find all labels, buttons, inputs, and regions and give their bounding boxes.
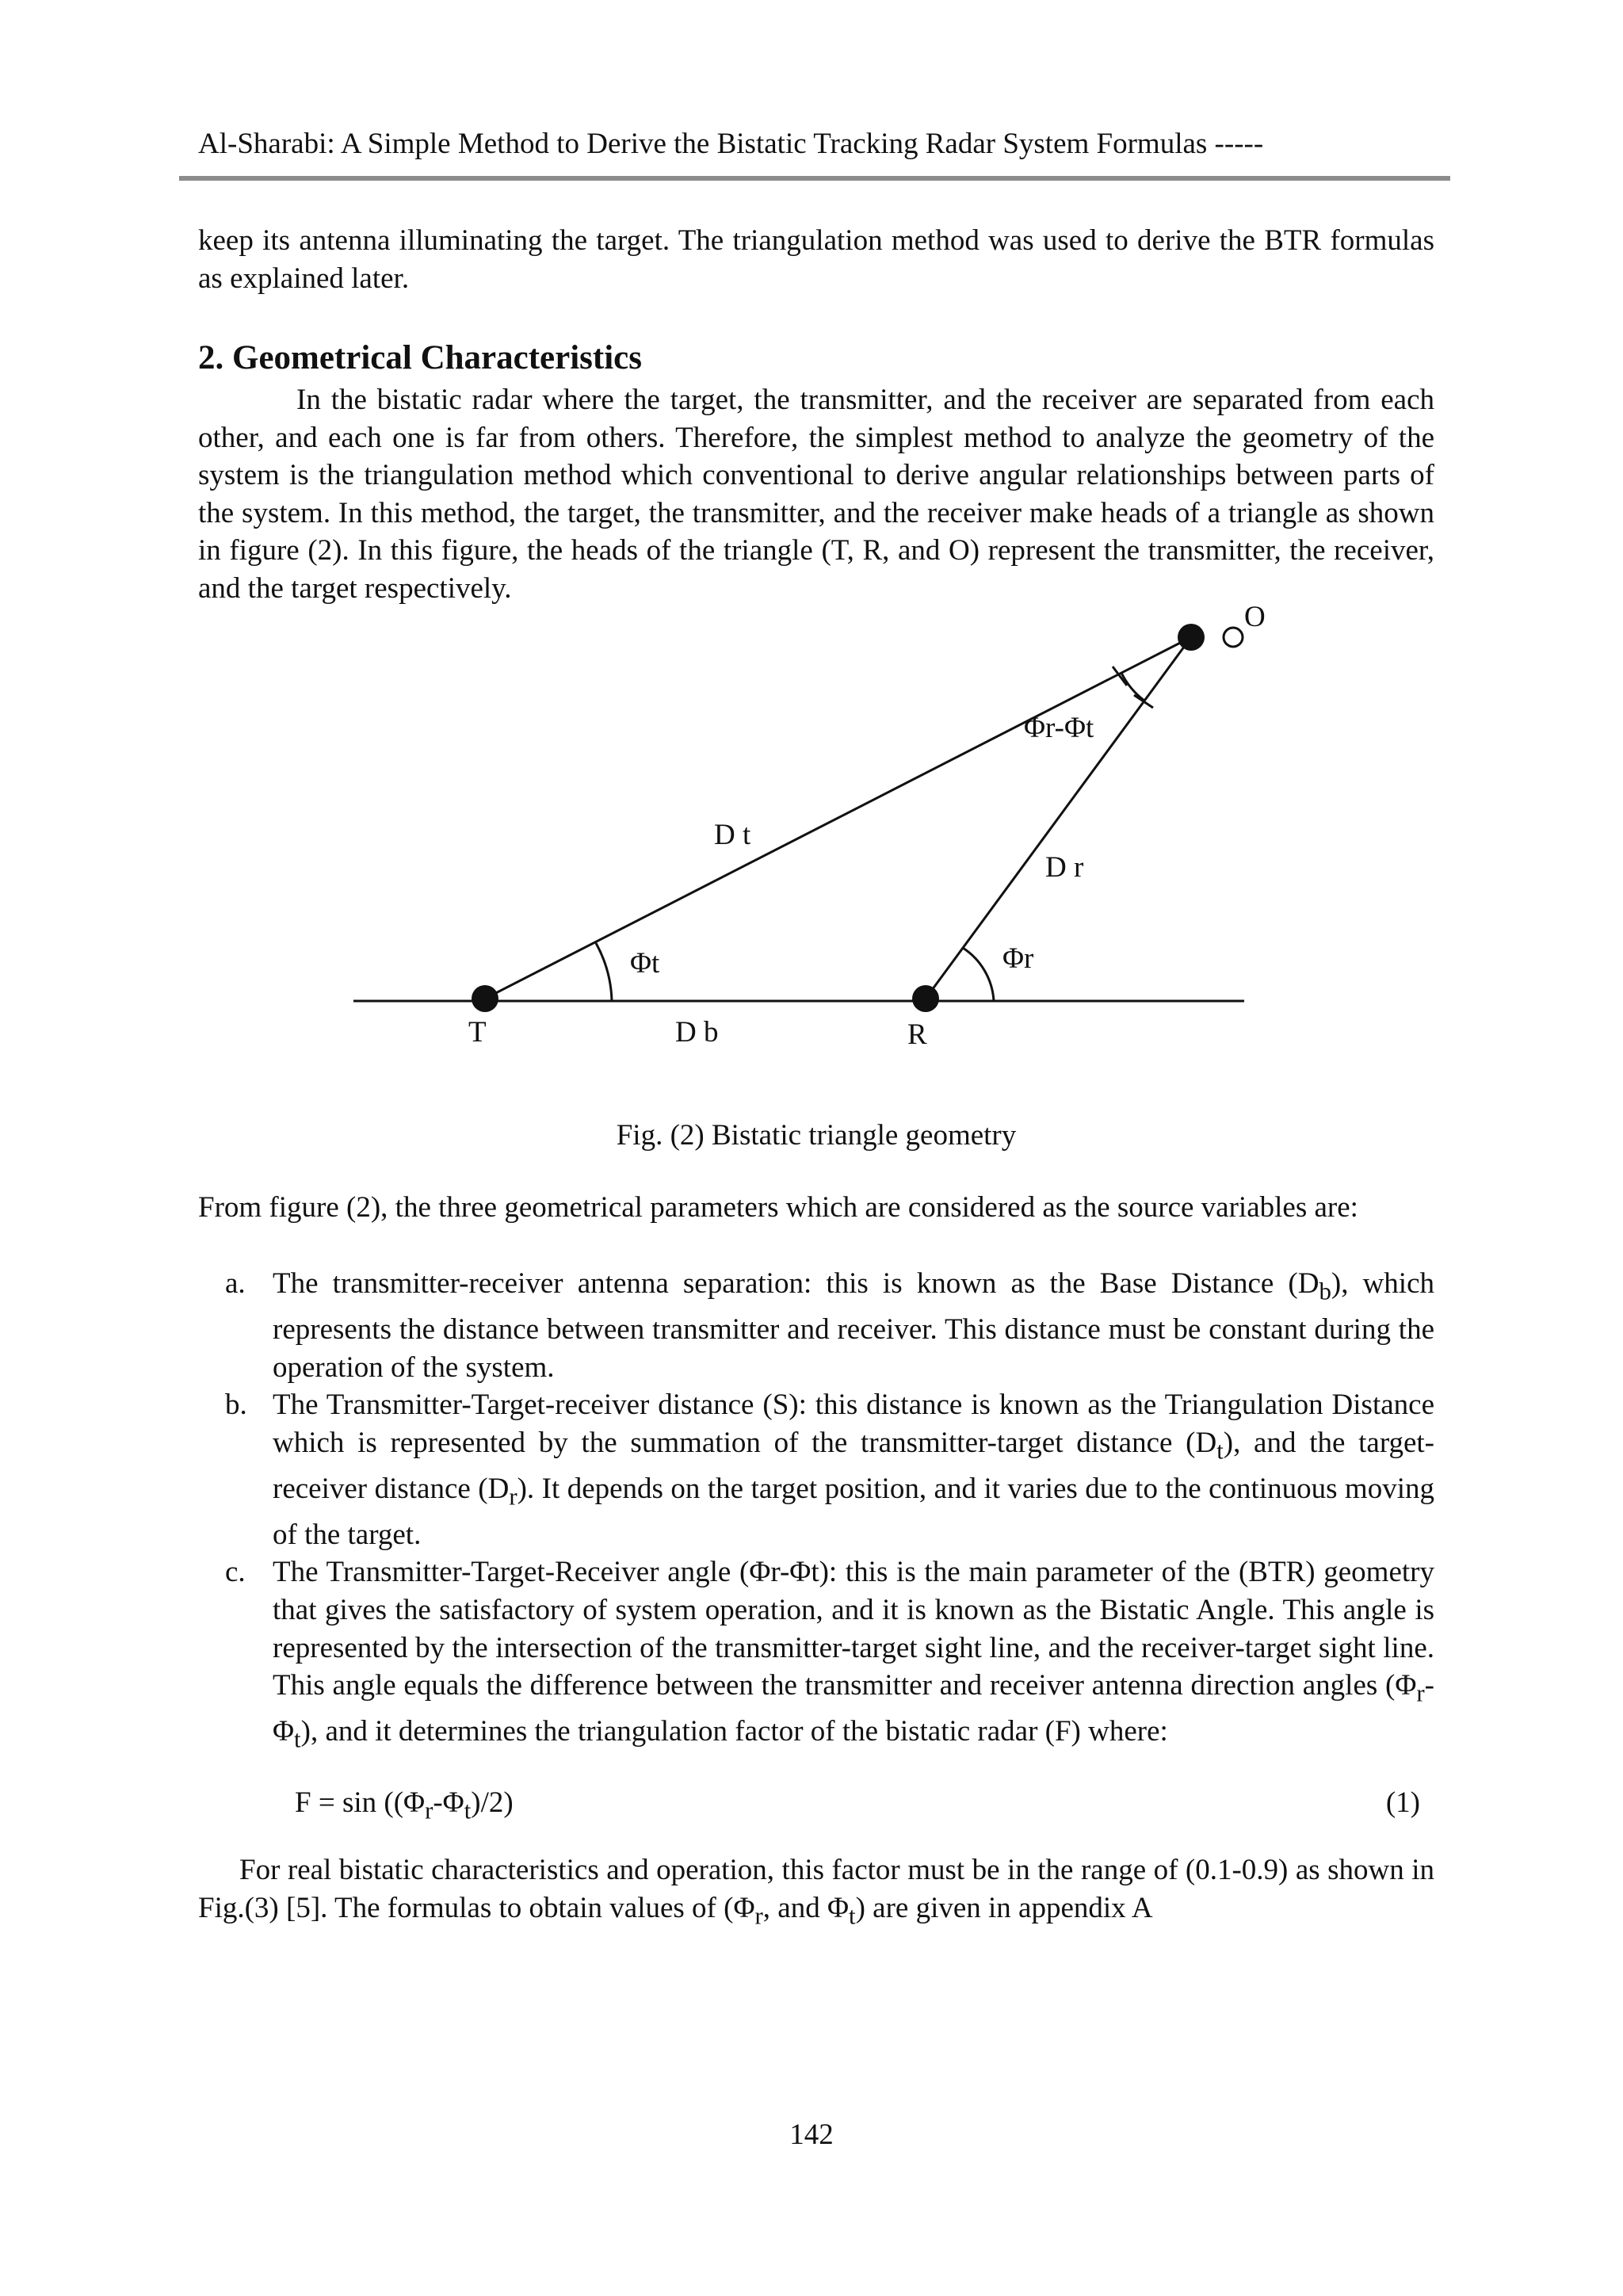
section-paragraph: In the bistatic radar where the target, the transmitter, and the receiver are separated from each other, and each one is far from others. Therefore, the simplest method to analyze the geometry of the system is the triangulation method which conventional to derive angular relationships between parts of the system. In this method, the target, the transmitter, and the receiver make heads of a triangle as shown in figure (2). In this figure, the heads of the triangle (T, R, and O) represent the transmitter, the receiver, and the target respectively. [198, 384, 1434, 605]
parameters-intro: From figure (2), the three geometrical parameters which are considered as the source variables are: [198, 1191, 1358, 1224]
dt-line [485, 637, 1191, 999]
dr-line [926, 637, 1191, 999]
section-heading: 2. Geometrical Characteristics [198, 339, 642, 376]
dr-label: D r [1045, 851, 1084, 884]
list-item: c. The Transmitter-Target-Receiver angle (Φr-Φt): this is the main parameter of the (BTR) geometry that gives the satisfactory of system operation, and it is known as the Bistatic Angle. This angle is represented by the intersection of the transmitter-target sight line, and the receiver-target sight line. This angle equals the difference between the transmitter and receiver antenna direction angles $(\Phi_r-\Phi_t)$, and it determines the triangulation factor of the bistatic radar (F) where: [198, 1553, 1434, 1759]
phi-t-arc [596, 943, 612, 1001]
equation-number: (1) [1385, 1786, 1420, 1819]
figure-caption: Fig. (2) Bistatic triangle geometry [616, 1119, 1017, 1152]
bistatic-tick-right [1134, 695, 1153, 708]
dt-label: D t [714, 819, 751, 851]
list-marker: a. [225, 1267, 246, 1300]
phi-r-arc [963, 948, 994, 1001]
phi-t-label: Φt [630, 947, 660, 980]
db-label: D b [675, 1016, 719, 1049]
list-marker: c. [225, 1556, 246, 1589]
target-node [1178, 624, 1205, 651]
intro-paragraph: keep its antenna illuminating the target. The triangulation method was used to derive the BTR formulas as explained later. [198, 224, 1434, 295]
receiver-node [912, 985, 939, 1012]
receiver-label: R [907, 1018, 927, 1051]
running-title: Al-Sharabi: A Simple Method to Derive the Bistatic Tracking Radar System Formulas ----- [198, 128, 1264, 160]
bistatic-angle-arc [1121, 673, 1144, 701]
phi-r-label: Φr [1002, 942, 1034, 975]
target-label: O [1244, 601, 1266, 633]
bistatic-angle-label: Φr-Φt [1024, 712, 1094, 744]
list-item: b. The Transmitter-Target-receiver distance (S): this distance is known as the Triangulation Distance which is represented by the summation of the transmitter-target distance $(D_t)$, and the target-receiver distance $(D_r)$. It depends on the target position, and it varies due to the continuous moving of the target. [198, 1386, 1434, 1553]
parameters-list [198, 1265, 1434, 1759]
list-marker: b. [225, 1389, 247, 1422]
closing-paragraph: For real bistatic characteristics and operation, this factor must be in the range of (0.1-0.9) as shown in Fig.(3) [5]. The formulas to obtain values of ($\Phi_r$, and $\Phi_t$) are given in appendix A [198, 1854, 1434, 1929]
target-marker-ring [1224, 628, 1243, 647]
header-rule [179, 176, 1450, 181]
page-number: 142 [789, 2118, 834, 2151]
transmitter-label: T [468, 1016, 487, 1049]
list-item: a. The transmitter-receiver antenna separation: this is known as the Base Distance $(D_b)$, which represents the distance between transmitter and receiver. This distance must be constant during the operation of the system. [198, 1265, 1434, 1386]
transmitter-node [472, 985, 498, 1012]
bistatic-triangle-figure [341, 601, 1276, 1062]
equation-1: $F = \sin ((\Phi_r-\Phi_t)/2)$ (1) [295, 1786, 1420, 1824]
